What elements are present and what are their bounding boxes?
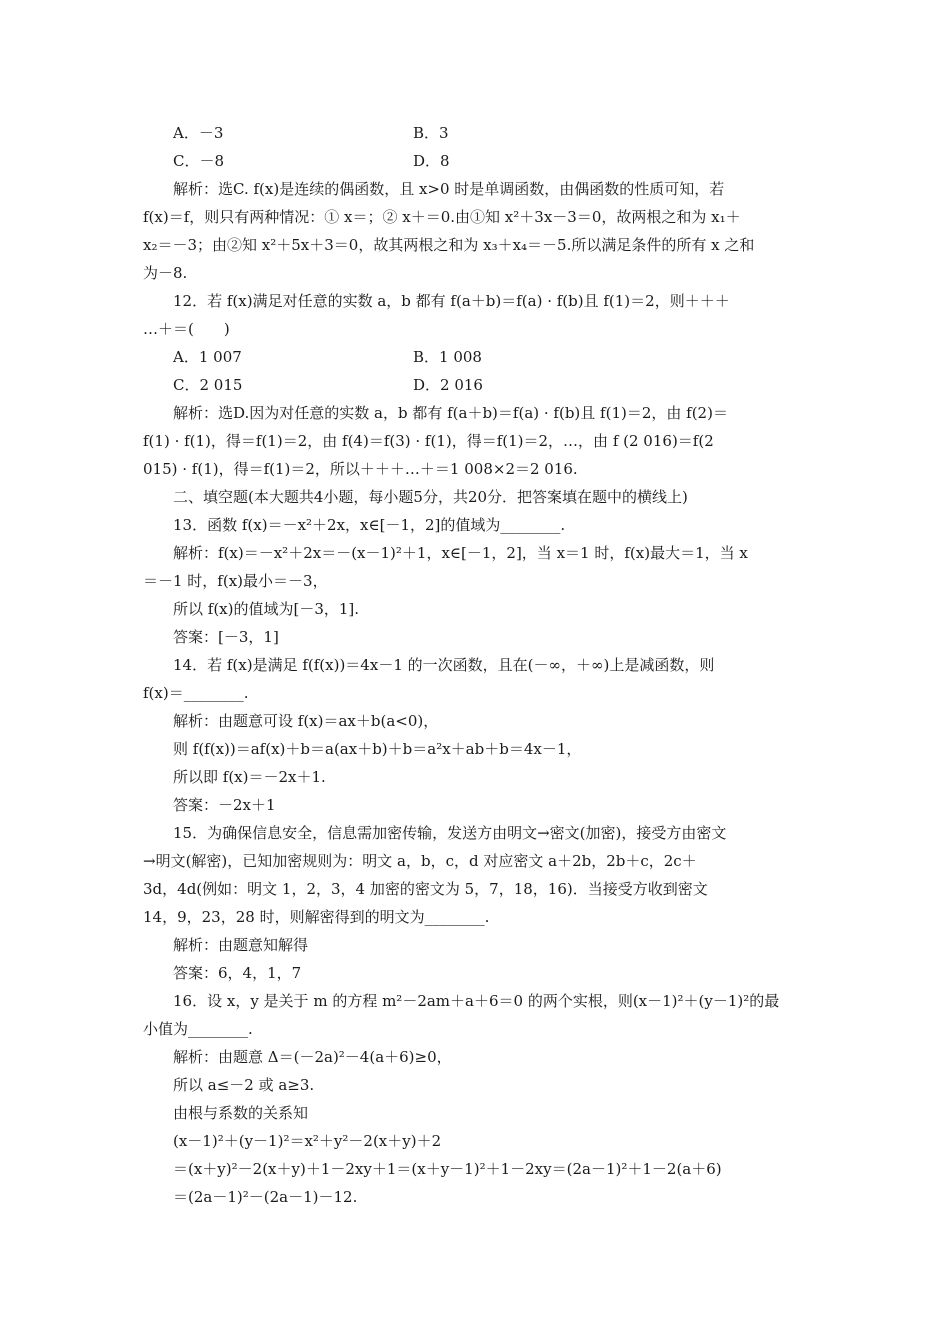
option-a: A．－3 — [173, 124, 224, 142]
option-b: B．3 — [413, 124, 449, 142]
text-line: 14，9，23，28 时，则解密得到的明文为________. — [143, 908, 490, 926]
text-line: 为－8. — [143, 264, 188, 282]
option-c: C．2 015 — [173, 376, 243, 394]
text-line: ＝－1 时，f(x)最小＝－3， — [143, 572, 328, 590]
option-b-line — [413, 347, 950, 367]
text-line: f(x)＝f，则只有两种情况：① x＝；② x＋＝0.由①知 x²＋3x－3＝0，故两根之和为 x₁＋ — [143, 208, 741, 226]
question-16: 16．设 x，y 是关于 m 的方程 m²－2am＋a＋6＝0 的两个实根，则(x－1)²＋(y－1)²的最 — [173, 992, 780, 1010]
question-15: 15．为确保信息安全，信息需加密传输，发送方由明文→密文(加密)，接受方由密文 — [173, 824, 727, 842]
text-line: 解析：选C. f(x)是连续的偶函数，且 x>0 时是单调函数，由偶函数的性质可知，若 — [173, 180, 725, 198]
text-line: 所以 a≤－2 或 a≥3. — [173, 1076, 315, 1094]
text-line: 解析：由题意知解得 — [173, 936, 309, 954]
answer-line: 答案：－2x＋1 — [173, 796, 276, 814]
text-line: 015) · f(1)，得＝f(1)＝2，所以＋＋＋…＋＝1 008×2＝2 016. — [143, 460, 578, 478]
text-line: 由根与系数的关系知 — [173, 1104, 309, 1122]
text-line: f(x)＝________. — [143, 684, 249, 702]
text-line: 所以 f(x)的值域为[－3，1]. — [173, 600, 360, 618]
question-12: 12．若 f(x)满足对任意的实数 a，b 都有 f(a＋b)＝f(a) · f(b)且 f(1)＝2，则＋＋＋ — [173, 292, 730, 310]
text-line: f(1) · f(1)，得＝f(1)＝2，由 f(4)＝f(3) · f(1)，得＝f(1)＝2，…，由 f (2 016)＝f(2 — [143, 432, 714, 450]
option-d-line — [413, 151, 950, 171]
text-line: →明文(解密)，已知加密规则为：明文 a，b，c，d 对应密文 a＋2b，2b＋c，2c＋ — [143, 852, 697, 870]
formula-line: ＝(2a－1)²－(2a－1)－12. — [173, 1188, 358, 1206]
answer-line: 答案：6，4，1，7 — [173, 964, 302, 982]
question-14: 14．若 f(x)是满足 f(f(x))＝4x－1 的一次函数，且在(－∞，＋∞)上是减函数，则 — [173, 656, 715, 674]
formula-line: ＝(x＋y)²－2(x＋y)＋1－2xy＋1＝(x＋y－1)²＋1－2xy＝(2a－1)²＋1－2(a＋6) — [173, 1160, 722, 1178]
option-d: D．2 016 — [413, 376, 483, 394]
option-d-line — [413, 375, 950, 395]
text-line: 所以即 f(x)＝－2x＋1. — [173, 768, 326, 786]
text-line: x₂＝－3；由②知 x²＋5x＋3＝0，故其两根之和为 x₃＋x₄＝－5.所以满足条件的所有 x 之和 — [143, 236, 755, 254]
option-c: C．－8 — [173, 152, 225, 170]
question-13: 13．函数 f(x)＝－x²＋2x，x∈[－1，2]的值域为________. — [173, 516, 566, 534]
text-line: …＋＝( ) — [143, 320, 230, 338]
formula-line: (x－1)²＋(y－1)²＝x²＋y²－2(x＋y)＋2 — [173, 1132, 442, 1150]
text-line: 小值为________. — [143, 1020, 253, 1038]
option-a: A．1 007 — [173, 348, 242, 366]
option-d: D．8 — [413, 152, 450, 170]
option-b: B．1 008 — [413, 348, 482, 366]
answer-line: 答案：[－3，1] — [173, 628, 279, 646]
text-line: 解析：由题意 Δ＝(－2a)²－4(a＋6)≥0， — [173, 1048, 452, 1066]
option-b-line — [413, 123, 950, 143]
text-line: 解析：选D.因为对任意的实数 a，b 都有 f(a＋b)＝f(a) · f(b)且 f(1)＝2，由 f(2)＝ — [173, 404, 728, 422]
text-line: 则 f(f(x))＝af(x)＋b＝a(ax＋b)＋b＝a²x＋ab＋b＝4x－1， — [173, 740, 582, 758]
text-line: 3d，4d(例如：明文 1，2，3，4 加密的密文为 5，7，18，16)．当接受方收到密文 — [143, 880, 708, 898]
text-line: 解析：由题意可设 f(x)＝ax＋b(a<0)， — [173, 712, 439, 730]
text-line: 解析：f(x)＝－x²＋2x＝－(x－1)²＋1，x∈[－1，2]，当 x＝1 时，f(x)最大＝1，当 x — [173, 544, 748, 562]
section-heading: 二、填空题(本大题共4小题，每小题5分，共20分．把答案填在题中的横线上) — [173, 488, 688, 506]
